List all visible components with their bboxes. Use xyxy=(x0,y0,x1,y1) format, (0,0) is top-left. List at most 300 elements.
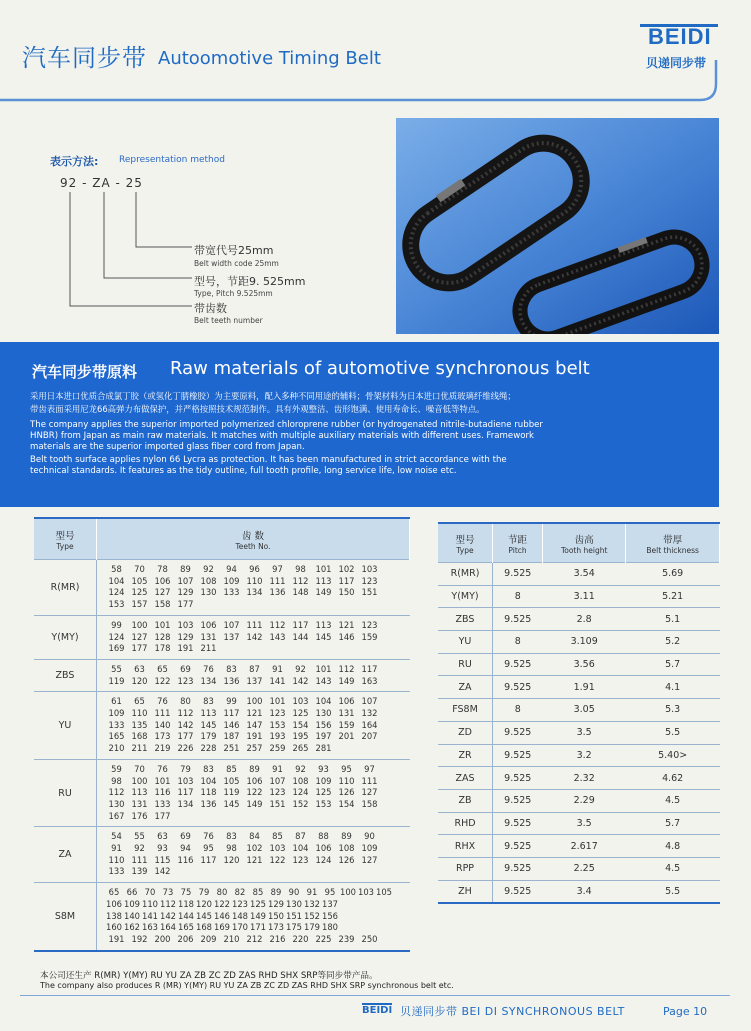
teeth-value: 129 xyxy=(268,898,284,909)
teeth-value: 160 xyxy=(106,922,122,933)
teeth-value: 145 xyxy=(315,631,332,642)
teeth-value: 187 xyxy=(223,731,240,742)
teeth-value: 135 xyxy=(131,719,148,730)
teeth-value: 130 xyxy=(200,587,217,598)
teeth-value: 115 xyxy=(154,854,171,865)
teeth-value: 119 xyxy=(223,787,240,798)
teeth-value: 108 xyxy=(292,775,309,786)
teeth-value: 88 xyxy=(318,831,329,842)
teeth-values-cell xyxy=(97,560,410,616)
belt-type-cell: ZA xyxy=(34,827,97,883)
teeth-value: 132 xyxy=(361,708,378,719)
spec-table-cell: 9.525 xyxy=(493,676,543,699)
teeth-value: 95 xyxy=(324,887,336,898)
teeth-value: 109 xyxy=(124,898,140,909)
teeth-value: 103 xyxy=(292,696,309,707)
teeth-value: 125 xyxy=(315,787,332,798)
teeth-value: 191 xyxy=(108,933,125,944)
teeth-value: 106 xyxy=(154,575,171,586)
spec-table-cell: 5.2 xyxy=(626,631,720,654)
teeth-value: 179 xyxy=(304,922,320,933)
teeth-value: 134 xyxy=(200,675,217,686)
teeth-values-cell xyxy=(97,615,410,659)
teeth-value: 250 xyxy=(361,933,378,944)
spec-table-row xyxy=(438,812,720,835)
raw-materials-title-en: Raw materials of automotive synchronous belt xyxy=(170,358,590,379)
spec-table-cell: 2.25 xyxy=(543,857,626,880)
footer-logo: BEIDI xyxy=(362,1005,393,1016)
representation-leader-lines xyxy=(60,190,200,310)
teeth-value: 107 xyxy=(361,696,378,707)
spec-table-cell: 9.525 xyxy=(493,721,543,744)
teeth-value: 122 xyxy=(214,898,230,909)
teeth-value: 126 xyxy=(338,854,355,865)
teeth-value: 169 xyxy=(108,643,125,654)
teeth-value: 65 xyxy=(157,663,168,674)
teeth-value: 149 xyxy=(246,798,263,809)
teeth-value: 191 xyxy=(246,731,263,742)
width-code-label-en: Belt width code 25mm xyxy=(194,259,279,268)
teeth-value: 127 xyxy=(154,587,171,598)
spec-table-cell: 9.525 xyxy=(493,880,543,903)
teeth-value: 201 xyxy=(338,731,355,742)
teeth-value: 210 xyxy=(223,933,240,944)
teeth-value: 171 xyxy=(250,922,266,933)
teeth-value: 66 xyxy=(126,887,138,898)
teeth-value: 191 xyxy=(177,643,194,654)
teeth-value: 69 xyxy=(180,663,191,674)
teeth-value: 92 xyxy=(134,843,145,854)
teeth-value: 99 xyxy=(111,619,122,630)
teeth-value: 110 xyxy=(142,898,158,909)
teeth-value: 55 xyxy=(134,831,145,842)
teeth-value: 90 xyxy=(288,887,300,898)
teeth-value: 131 xyxy=(131,798,148,809)
spec-table-cell: 3.4 xyxy=(543,880,626,903)
teeth-value: 169 xyxy=(214,922,230,933)
teeth-value: 259 xyxy=(269,743,286,754)
spec-table-cell: 5.40> xyxy=(626,744,720,767)
teeth-value: 164 xyxy=(361,719,378,730)
teeth-value: 153 xyxy=(108,599,125,610)
teeth-value: 55 xyxy=(111,663,122,674)
teeth-value: 165 xyxy=(108,731,125,742)
teeth-value: 206 xyxy=(177,933,194,944)
spec-table-cell: 9.525 xyxy=(493,767,543,790)
teeth-values-cell xyxy=(97,692,410,760)
teeth-value: 85 xyxy=(226,763,237,774)
teeth-value: 109 xyxy=(223,575,240,586)
teeth-value: 104 xyxy=(108,575,125,586)
teeth-value: 116 xyxy=(177,854,194,865)
teeth-value: 211 xyxy=(200,643,217,654)
teeth-value: 143 xyxy=(315,675,332,686)
teeth-value: 89 xyxy=(270,887,282,898)
teeth-value: 146 xyxy=(223,719,240,730)
teeth-value: 101 xyxy=(269,696,286,707)
teeth-value: 131 xyxy=(200,631,217,642)
teeth-value: 197 xyxy=(315,731,332,742)
spec-table-cell: 3.56 xyxy=(543,653,626,676)
teeth-value: 123 xyxy=(177,675,194,686)
spec-table-cell: ZB xyxy=(438,789,493,812)
teeth-value: 138 xyxy=(106,910,122,921)
teeth-value: 127 xyxy=(361,787,378,798)
teeth-value: 103 xyxy=(358,887,374,898)
teeth-value: 142 xyxy=(177,719,194,730)
raw-materials-en-line: materials are the superior imported glass fiber cord from Japan. xyxy=(30,442,305,452)
representation-label-en: Representation method xyxy=(119,155,225,165)
spec-table-cell: RHX xyxy=(438,835,493,858)
spec-table-cell: ZH xyxy=(438,880,493,903)
teeth-value: 131 xyxy=(338,708,355,719)
teeth-value: 61 xyxy=(111,696,122,707)
spec-table-head-cell: 带厚 Belt thickness xyxy=(626,523,720,563)
teeth-value: 111 xyxy=(131,854,148,865)
teeth-value: 70 xyxy=(134,564,145,574)
spec-table-cell: 3.2 xyxy=(543,744,626,767)
teeth-value: 92 xyxy=(295,663,306,674)
teeth-value: 93 xyxy=(318,763,329,774)
spec-table-cell: 3.5 xyxy=(543,721,626,744)
spec-table-cell: 2.32 xyxy=(543,767,626,790)
spec-table-cell: ZAS xyxy=(438,767,493,790)
teeth-value: 105 xyxy=(376,887,392,898)
teeth-value: 106 xyxy=(315,843,332,854)
teeth-value: 96 xyxy=(249,564,260,574)
teeth-value: 125 xyxy=(292,708,309,719)
spec-table-cell: 9.525 xyxy=(493,608,543,631)
teeth-value: 63 xyxy=(134,663,145,674)
teeth-values-cell xyxy=(97,659,410,691)
teeth-value: 89 xyxy=(341,831,352,842)
teeth-value: 137 xyxy=(223,631,240,642)
teeth-value: 105 xyxy=(223,775,240,786)
teeth-value: 113 xyxy=(315,575,332,586)
teeth-value: 107 xyxy=(269,775,286,786)
teeth-value: 162 xyxy=(124,922,140,933)
teeth-table-row xyxy=(34,692,410,760)
teeth-value: 144 xyxy=(178,910,194,921)
teeth-value: 148 xyxy=(292,587,309,598)
teeth-value: 157 xyxy=(131,599,148,610)
teeth-value: 216 xyxy=(269,933,286,944)
spec-table-cell: 9.525 xyxy=(493,789,543,812)
teeth-value: 95 xyxy=(341,763,352,774)
teeth-value: 80 xyxy=(180,696,191,707)
spec-table-cell: 4.8 xyxy=(626,835,720,858)
teeth-value: 98 xyxy=(226,843,237,854)
teeth-value: 159 xyxy=(338,719,355,730)
spec-table-cell: 3.5 xyxy=(543,812,626,835)
teeth-value: 111 xyxy=(269,575,286,586)
teeth-value: 117 xyxy=(177,787,194,798)
spec-table-cell: 5.7 xyxy=(626,653,720,676)
teeth-value: 158 xyxy=(154,599,171,610)
teeth-value: 65 xyxy=(108,887,120,898)
teeth-value: 150 xyxy=(268,910,284,921)
spec-table-row xyxy=(438,789,720,812)
belt-type-cell: YU xyxy=(34,692,97,760)
teeth-value: 70 xyxy=(144,887,156,898)
teeth-value: 59 xyxy=(111,763,122,774)
teeth-value: 163 xyxy=(361,675,378,686)
teeth-value: 107 xyxy=(177,575,194,586)
teeth-value: 83 xyxy=(226,831,237,842)
teeth-value: 90 xyxy=(364,831,375,842)
teeth-value: 118 xyxy=(178,898,194,909)
teeth-value: 149 xyxy=(338,675,355,686)
teeth-value: 168 xyxy=(196,922,212,933)
brand-logo-sub: 贝递同步带 xyxy=(646,56,707,70)
spec-table-cell: 9.525 xyxy=(493,835,543,858)
teeth-value: 126 xyxy=(338,787,355,798)
spec-table-cell: 3.11 xyxy=(543,585,626,608)
spec-table-cell: 5.5 xyxy=(626,880,720,903)
teeth-value: 101 xyxy=(315,663,332,674)
spec-table-cell: 9.525 xyxy=(493,563,543,586)
teeth-value: 178 xyxy=(154,643,171,654)
teeth-value: 121 xyxy=(246,708,263,719)
teeth-value: 85 xyxy=(272,831,283,842)
teeth-value: 219 xyxy=(154,743,171,754)
teeth-value: 156 xyxy=(322,910,338,921)
spec-table-row xyxy=(438,608,720,631)
teeth-value: 147 xyxy=(246,719,263,730)
teeth-value: 153 xyxy=(315,798,332,809)
teeth-value: 136 xyxy=(200,798,217,809)
teeth-value: 109 xyxy=(361,843,378,854)
teeth-value: 140 xyxy=(124,910,140,921)
page-title-en: Autoomotive Timing Belt xyxy=(158,48,381,69)
representation-label: 表示方法: xyxy=(50,155,99,168)
teeth-value: 123 xyxy=(361,619,378,630)
teeth-table-row xyxy=(34,659,410,691)
teeth-table-head-type: 型号 Type xyxy=(34,518,97,560)
teeth-value: 139 xyxy=(131,866,148,877)
raw-materials-title-cn: 汽车同步带原料 xyxy=(32,363,138,381)
teeth-value: 143 xyxy=(269,631,286,642)
spec-table-cell: 5.5 xyxy=(626,721,720,744)
teeth-value: 128 xyxy=(154,631,171,642)
spec-table-cell: 4.5 xyxy=(626,789,720,812)
teeth-value: 101 xyxy=(154,619,171,630)
teeth-value: 106 xyxy=(106,898,122,909)
teeth-value: 123 xyxy=(361,575,378,586)
teeth-value: 195 xyxy=(292,731,309,742)
spec-table-cell: 5.3 xyxy=(626,699,720,722)
teeth-value: 132 xyxy=(304,898,320,909)
teeth-value: 93 xyxy=(157,843,168,854)
teeth-value: 103 xyxy=(177,775,194,786)
teeth-value: 179 xyxy=(200,731,217,742)
teeth-value: 78 xyxy=(157,564,168,574)
teeth-values-cell xyxy=(97,883,410,951)
teeth-value: 209 xyxy=(200,933,217,944)
teeth-value: 141 xyxy=(142,910,158,921)
teeth-table-row xyxy=(34,883,410,951)
teeth-value: 251 xyxy=(223,743,240,754)
teeth-value: 109 xyxy=(108,708,125,719)
teeth-value: 193 xyxy=(269,731,286,742)
teeth-value: 142 xyxy=(246,631,263,642)
teeth-value: 163 xyxy=(142,922,158,933)
teeth-value: 76 xyxy=(157,763,168,774)
teeth-value: 151 xyxy=(269,798,286,809)
belt-type-cell: R(MR) xyxy=(34,560,97,616)
teeth-value: 102 xyxy=(338,564,355,574)
teeth-values-cell xyxy=(97,759,410,827)
spec-table-cell: 5.21 xyxy=(626,585,720,608)
teeth-value: 130 xyxy=(108,798,125,809)
teeth-value: 116 xyxy=(154,787,171,798)
teeth-value: 122 xyxy=(246,787,263,798)
teeth-value: 124 xyxy=(315,854,332,865)
teeth-value: 177 xyxy=(154,810,171,821)
teeth-value: 94 xyxy=(180,843,191,854)
spec-table-cell: 1.91 xyxy=(543,676,626,699)
teeth-value: 76 xyxy=(203,831,214,842)
teeth-value: 104 xyxy=(200,775,217,786)
raw-materials-en-line: HNBR) from Japan as main raw materials. It matches with multiple auxiliary materials with different uses. Framework xyxy=(30,431,534,441)
teeth-value: 106 xyxy=(338,696,355,707)
teeth-value: 207 xyxy=(361,731,378,742)
teeth-value: 122 xyxy=(269,854,286,865)
spec-table-cell: 8 xyxy=(493,585,543,608)
teeth-table-row xyxy=(34,615,410,659)
teeth-value: 87 xyxy=(249,663,260,674)
spec-table-cell: 8 xyxy=(493,699,543,722)
teeth-value: 79 xyxy=(198,887,210,898)
teeth-value: 117 xyxy=(292,619,309,630)
spec-table-cell: YU xyxy=(438,631,493,654)
teeth-value: 109 xyxy=(315,775,332,786)
teeth-value: 124 xyxy=(108,631,125,642)
teeth-value: 94 xyxy=(226,564,237,574)
teeth-value: 58 xyxy=(111,564,122,574)
teeth-value: 98 xyxy=(111,775,122,786)
teeth-value: 76 xyxy=(157,696,168,707)
teeth-value: 133 xyxy=(108,719,125,730)
teeth-value: 156 xyxy=(315,719,332,730)
teeth-value: 112 xyxy=(269,619,286,630)
timing-belt-photo xyxy=(396,118,719,334)
spec-table-cell: FS8M xyxy=(438,699,493,722)
teeth-value: 164 xyxy=(160,922,176,933)
spec-table-cell: Y(MY) xyxy=(438,585,493,608)
teeth-value: 83 xyxy=(203,696,214,707)
spec-table-row xyxy=(438,835,720,858)
page-number: Page 10 xyxy=(663,1005,708,1018)
teeth-value: 101 xyxy=(154,775,171,786)
teeth-value: 95 xyxy=(203,843,214,854)
teeth-value: 170 xyxy=(232,922,248,933)
teeth-value: 112 xyxy=(177,708,194,719)
teeth-value: 91 xyxy=(272,663,283,674)
teeth-value: 104 xyxy=(315,696,332,707)
teeth-value: 108 xyxy=(338,843,355,854)
belt-spec-table xyxy=(438,522,720,904)
teeth-value: 120 xyxy=(223,854,240,865)
teeth-value: 142 xyxy=(292,675,309,686)
spec-table-head-cell: 节距 Pitch xyxy=(493,523,543,563)
teeth-value: 127 xyxy=(361,854,378,865)
teeth-value: 91 xyxy=(272,763,283,774)
teeth-value: 176 xyxy=(131,810,148,821)
spec-table-cell: 2.29 xyxy=(543,789,626,812)
spec-table-cell: RHD xyxy=(438,812,493,835)
teeth-value: 79 xyxy=(180,763,191,774)
also-produces-note-cn: 本公司还生产 R(MR) Y(MY) RU YU ZA ZB ZC ZD ZAS RHD SHX SRP等同步带产品。 xyxy=(40,971,378,981)
teeth-value: 150 xyxy=(338,587,355,598)
teeth-value: 173 xyxy=(268,922,284,933)
teeth-value: 83 xyxy=(226,663,237,674)
spec-table-cell: 2.617 xyxy=(543,835,626,858)
teeth-value: 110 xyxy=(338,775,355,786)
teeth-value: 69 xyxy=(180,831,191,842)
spec-table-row xyxy=(438,880,720,903)
teeth-value: 113 xyxy=(315,619,332,630)
teeth-value: 120 xyxy=(196,898,212,909)
width-code-label: 带宽代号25mm xyxy=(194,244,274,257)
teeth-value: 113 xyxy=(200,708,217,719)
teeth-value: 106 xyxy=(200,619,217,630)
teeth-value: 130 xyxy=(315,708,332,719)
teeth-value: 108 xyxy=(200,575,217,586)
also-produces-note-en: The company also produces R (MR) Y(MY) RU YU ZA ZB ZC ZD ZAS RHD SHX SRP synchronous belt etc. xyxy=(40,981,454,990)
spec-table-cell: ZD xyxy=(438,721,493,744)
teeth-table-head-teeth: 齿 数 Teeth No. xyxy=(97,518,410,560)
teeth-value: 168 xyxy=(131,731,148,742)
header-divider xyxy=(0,60,751,110)
spec-table-row xyxy=(438,699,720,722)
spec-table-cell: 4.1 xyxy=(626,676,720,699)
representation-code: 92 - ZA - 25 xyxy=(60,176,143,190)
teeth-value: 105 xyxy=(131,575,148,586)
belt-type-cell: ZBS xyxy=(34,659,97,691)
spec-table-cell: ZR xyxy=(438,744,493,767)
teeth-value: 228 xyxy=(200,743,217,754)
spec-table-cell: 3.109 xyxy=(543,631,626,654)
teeth-value: 142 xyxy=(160,910,176,921)
teeth-value: 80 xyxy=(216,887,228,898)
teeth-value: 110 xyxy=(108,854,125,865)
teeth-value: 112 xyxy=(108,787,125,798)
spec-table-row xyxy=(438,631,720,654)
spec-table-cell: 3.54 xyxy=(543,563,626,586)
teeth-value: 125 xyxy=(250,898,266,909)
spec-table-cell: ZBS xyxy=(438,608,493,631)
teeth-value: 133 xyxy=(154,798,171,809)
teeth-value: 63 xyxy=(157,831,168,842)
teeth-value: 97 xyxy=(364,763,375,774)
teeth-value: 103 xyxy=(269,843,286,854)
spec-table-cell: 9.525 xyxy=(493,653,543,676)
spec-table-cell: 2.8 xyxy=(543,608,626,631)
spec-table-row xyxy=(438,744,720,767)
teeth-value: 99 xyxy=(226,696,237,707)
teeth-value: 154 xyxy=(292,719,309,730)
teeth-value: 212 xyxy=(246,933,263,944)
teeth-value: 84 xyxy=(249,831,260,842)
teeth-value: 211 xyxy=(131,743,148,754)
teeth-value: 180 xyxy=(322,922,338,933)
teeth-table-row xyxy=(34,827,410,883)
teeth-value: 130 xyxy=(286,898,302,909)
teeth-value: 117 xyxy=(338,575,355,586)
teeth-value: 149 xyxy=(315,587,332,598)
spec-table-cell: 5.7 xyxy=(626,812,720,835)
